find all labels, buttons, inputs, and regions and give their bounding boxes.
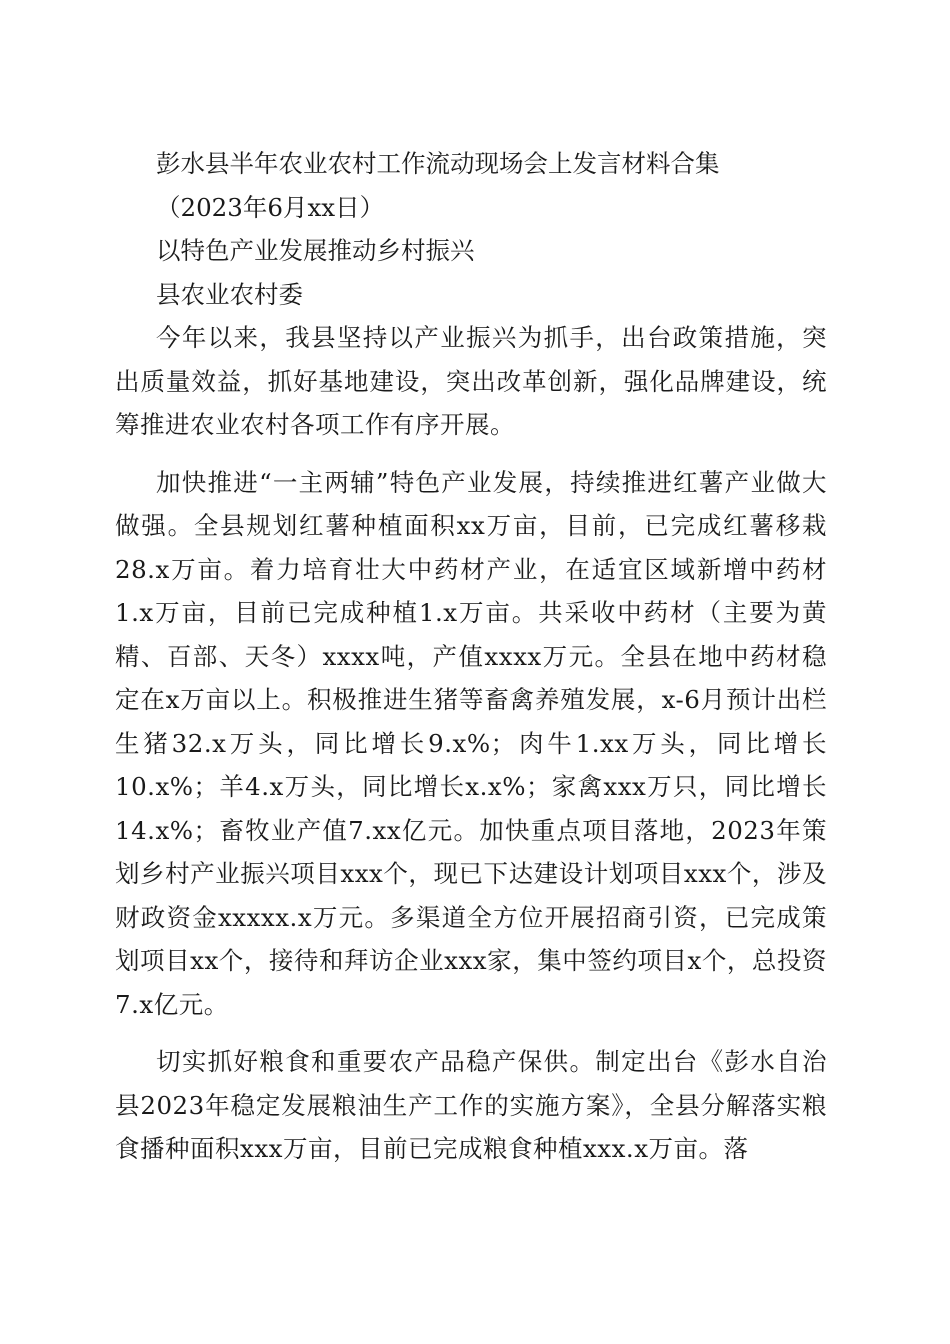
document-date: （2023年6月xx日） — [156, 192, 385, 222]
document-title: 彭水县半年农业农村工作流动现场会上发言材料合集 — [156, 149, 720, 178]
section-title: 以特色产业发展推动乡村振兴 — [156, 236, 475, 265]
author-line: 县农业农村委 — [156, 279, 303, 309]
paragraph-intro: 今年以来，我县坚持以产业振兴为抓手，出台政策措施，突出质量效益，抓好基地建设，突出改革创新，强化品牌建设，统筹推进农业农村各项工作有序开展。 — [115, 323, 827, 439]
paragraph-grain: 切实抓好粮食和重要农产品稳产保供。制定出台《彭水自治县2023年稳定发展粮油生产工作的实施方案》，全县分解落实粮食播种面积xxx万亩，目前已完成粮食种植xxx.x万亩。落 — [115, 1047, 827, 1163]
paragraph-industry: 加快推进“一主两辅”特色产业发展，持续推进红薯产业做大做强。全县规划红薯种植面积xx万亩，目前，已完成红薯移栽28.x万亩。着力培育壮大中药材产业，在适宜区域新增中药材1.x万亩，目前已完成种植1.x万亩。共采收中药材（主要为黄精、百部、天冬）xxxx吨，产值xxxx万元。全县在地中药材稳定在x万亩以上。积极推进生猪等畜禽养殖发展，x-6月预计出栏生猪32.x万头，同比增长9.x%；肉牛1.xx万头，同比增长10.x%；羊4.x万头，同比增长x.x%；家禽xxx万只，同比增长14.x%；畜牧业产值7.xx亿元。加快重点项目落地，2023年策划乡村产业振兴项目xxx个，现已下达建设计划项目xxx个，涉及财政资金xxxxx.x万元。多渠道全方位开展招商引资，已完成策划项目xx个，接待和拜访企业xxx家，集中签约项目x个，总投资7.x亿元。 — [115, 467, 827, 1019]
document-page — [115, 142, 827, 1171]
